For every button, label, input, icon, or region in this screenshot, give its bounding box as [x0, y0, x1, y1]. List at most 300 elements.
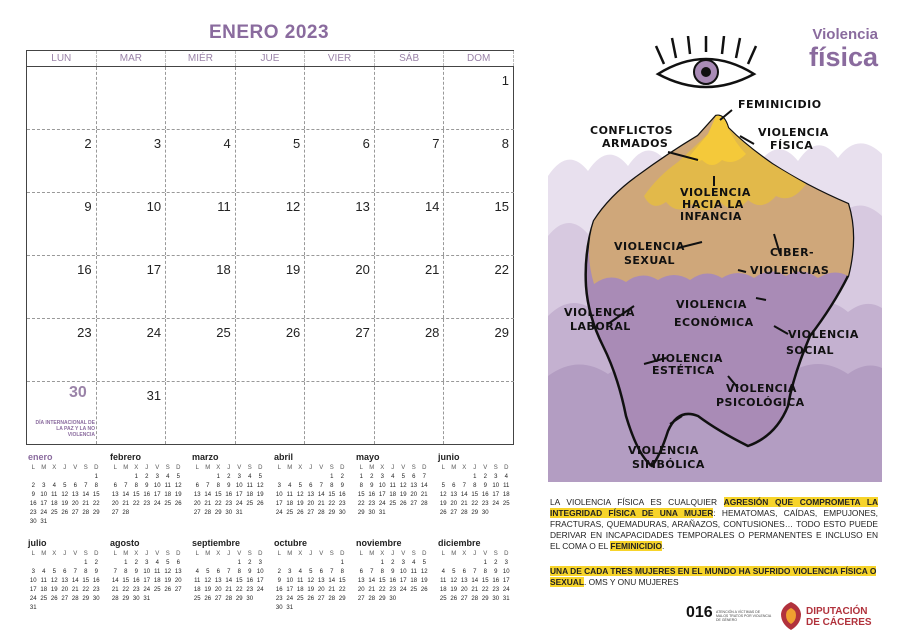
- mini-header-cell: X: [298, 551, 303, 557]
- mini-day: 3: [288, 569, 292, 575]
- mini-day: [327, 559, 338, 568]
- mini-day: 7: [330, 569, 334, 575]
- mini-day: 23: [481, 501, 489, 507]
- mini-week-row: [438, 559, 514, 568]
- mini-week-row: [356, 568, 432, 577]
- mini-day: [409, 509, 420, 518]
- mini-header-cell: M: [205, 551, 211, 557]
- mini-day: 4: [298, 569, 302, 575]
- day-cell[interactable]: [305, 67, 375, 129]
- mini-day: 30: [225, 510, 233, 516]
- mini-day: 8: [359, 483, 363, 489]
- day-cell[interactable]: [27, 67, 97, 129]
- mini-day: 4: [52, 483, 56, 489]
- mini-day: 3: [155, 474, 159, 480]
- mini-day: 23: [92, 587, 100, 593]
- mini-day: 1: [237, 560, 241, 566]
- day-cell[interactable]: [166, 256, 236, 318]
- mini-day: 22: [214, 501, 222, 507]
- side-title-line2: física: [808, 42, 878, 72]
- mini-day: 4: [391, 474, 395, 480]
- mini-day: 2: [277, 569, 281, 575]
- mini-week-row: [192, 595, 268, 604]
- mini-day: 24: [378, 501, 386, 507]
- day-cell[interactable]: [375, 319, 445, 381]
- mini-week-row: [110, 568, 186, 577]
- mini-day: 19: [50, 587, 58, 593]
- day-cell[interactable]: [97, 256, 167, 318]
- mini-day: 12: [307, 578, 315, 584]
- mini-day: 3: [504, 560, 508, 566]
- mini-day: 4: [504, 474, 508, 480]
- day-cell[interactable]: [236, 193, 306, 255]
- day-cell[interactable]: [27, 319, 97, 381]
- day-cell[interactable]: [236, 130, 306, 192]
- mini-day: 19: [307, 587, 315, 593]
- mini-day: [409, 595, 420, 604]
- mini-day: 2: [391, 560, 395, 566]
- mini-day: 5: [176, 474, 180, 480]
- mini-header-cell: S: [165, 551, 170, 557]
- day-number: 27: [355, 325, 370, 340]
- diputacion-text: [806, 606, 872, 628]
- mini-day: 30: [368, 510, 376, 516]
- mini-day: 11: [286, 492, 293, 498]
- mini-week-row: [110, 509, 186, 518]
- mini-day: 4: [288, 483, 292, 489]
- day-cell[interactable]: [444, 193, 514, 255]
- mini-header-row: [274, 550, 350, 559]
- mini-header-cell: S: [247, 465, 252, 471]
- day-number: 22: [494, 262, 509, 277]
- day-cell[interactable]: [375, 130, 445, 192]
- mini-header-cell: J: [309, 551, 313, 557]
- mini-day: 15: [378, 578, 386, 584]
- day-cell[interactable]: [305, 382, 375, 444]
- mini-week-row: [274, 595, 350, 604]
- mini-day: 7: [73, 569, 77, 575]
- mini-day: 20: [193, 501, 201, 507]
- mini-week-row: [438, 509, 514, 518]
- mini-month: [192, 538, 268, 604]
- mini-day: 3: [42, 483, 46, 489]
- day-cell[interactable]: [305, 256, 375, 318]
- mini-day: 14: [460, 492, 468, 498]
- mini-day: 17: [256, 578, 264, 584]
- day-cell[interactable]: [375, 256, 445, 318]
- mini-week-row: [274, 500, 350, 509]
- mini-day: 17: [286, 587, 294, 593]
- mini-day: 17: [378, 492, 386, 498]
- info-p2: : HEMATOMAS, CAÍDAS, EMPUJONES, FRACTURAS, QUEMADURAS, ARAÑAZOS, CONTUSIONES… TODO ESTO PUEDE DERIVAR EN INCAPACIDADES TEMPORALES O PERMANENTES E INCLUSO EN EL COMA O EL: [550, 508, 878, 551]
- mini-day: 2: [134, 560, 138, 566]
- mini-week-row: [356, 509, 432, 518]
- day-cell[interactable]: [27, 130, 97, 192]
- mini-day: 31: [235, 510, 243, 516]
- mini-month: [110, 452, 186, 518]
- mini-header-cell: J: [63, 465, 67, 471]
- mini-day: 30: [338, 510, 346, 516]
- mini-day: 27: [460, 596, 468, 602]
- mini-day: [192, 473, 203, 482]
- mini-week-row: [28, 586, 104, 595]
- mini-day: 17: [492, 492, 500, 498]
- mini-day: 8: [134, 483, 138, 489]
- mini-day: 19: [204, 587, 212, 593]
- mini-day: 15: [357, 492, 365, 498]
- mini-day: 11: [40, 578, 47, 584]
- mini-month: [356, 452, 432, 518]
- info-p1: LA VIOLENCIA FÍSICA ES CUALQUIER: [550, 497, 724, 507]
- mini-header-cell: L: [31, 551, 35, 557]
- mini-day: 23: [143, 501, 151, 507]
- mini-day: 6: [113, 483, 117, 489]
- mini-week-row: [192, 586, 268, 595]
- mini-day: 15: [214, 492, 222, 498]
- mini-day: 24: [502, 587, 510, 593]
- mini-day: 29: [338, 596, 346, 602]
- mini-day: 25: [410, 587, 418, 593]
- mini-day: 8: [340, 569, 344, 575]
- mini-day: 25: [439, 596, 447, 602]
- mini-header-cell: J: [227, 551, 231, 557]
- mini-header-row: [356, 550, 432, 559]
- mini-week-row: [28, 473, 104, 482]
- mini-week-row: [274, 586, 350, 595]
- mini-day: 6: [462, 569, 466, 575]
- mini-day: 18: [502, 492, 510, 498]
- mini-day: [459, 559, 470, 568]
- mini-day: 28: [82, 510, 90, 516]
- day-cell[interactable]: [236, 319, 306, 381]
- mini-week-row: [28, 559, 104, 568]
- day-cell[interactable]: [97, 130, 167, 192]
- mini-week-row: [356, 577, 432, 586]
- mini-header-cell: S: [247, 551, 252, 557]
- mini-day: 26: [174, 501, 182, 507]
- day-header: MIÉR: [166, 51, 236, 66]
- mini-day: 3: [401, 560, 405, 566]
- mini-day: 27: [193, 510, 201, 516]
- mini-day: 21: [317, 501, 325, 507]
- day-number: 11: [217, 199, 231, 214]
- mini-day: 1: [216, 474, 220, 480]
- mini-day: 11: [440, 578, 447, 584]
- mini-day: 26: [450, 596, 458, 602]
- mini-day: 8: [330, 483, 334, 489]
- mini-day: 22: [338, 587, 346, 593]
- mini-day: 20: [357, 587, 365, 593]
- mini-day: 7: [227, 569, 231, 575]
- mini-header-cell: M: [287, 551, 293, 557]
- mini-day: 29: [235, 596, 243, 602]
- mini-header-cell: X: [380, 551, 385, 557]
- mini-day: [337, 604, 348, 613]
- mini-header-cell: D: [340, 551, 345, 557]
- mini-day: 2: [340, 474, 344, 480]
- mini-day: 15: [471, 492, 479, 498]
- mini-week-row: [356, 473, 432, 482]
- mini-header-cell: V: [401, 551, 406, 557]
- iceberg-illustration: [548, 36, 882, 482]
- day-cell[interactable]: [444, 382, 514, 444]
- mini-header-cell: D: [504, 465, 509, 471]
- week-row: [27, 319, 514, 382]
- mini-day: 15: [338, 578, 346, 584]
- mini-day: 26: [256, 501, 264, 507]
- mini-day: 17: [40, 501, 48, 507]
- mini-day: 12: [439, 492, 447, 498]
- mini-day: 21: [460, 501, 468, 507]
- label-laboral-2: LABORAL: [570, 320, 631, 333]
- mini-day: 2: [31, 483, 35, 489]
- mini-month: [356, 538, 432, 604]
- mini-day: 25: [153, 587, 161, 593]
- mini-day: 26: [399, 501, 407, 507]
- mini-day: 25: [193, 596, 201, 602]
- mini-day: 5: [298, 483, 302, 489]
- mini-day: 13: [193, 492, 201, 498]
- mini-header-cell: X: [298, 465, 303, 471]
- week-row: [27, 256, 514, 319]
- mini-day: 26: [420, 587, 428, 593]
- day-cell[interactable]: [27, 193, 97, 255]
- day-cell[interactable]: [97, 382, 167, 444]
- mini-day: 27: [357, 596, 365, 602]
- day-cell[interactable]: [166, 193, 236, 255]
- mini-day: 24: [235, 501, 243, 507]
- mini-day: [491, 509, 502, 518]
- mini-day: [274, 473, 285, 482]
- day-cell[interactable]: [305, 193, 375, 255]
- mini-day: 1: [473, 474, 477, 480]
- day-cell[interactable]: [97, 319, 167, 381]
- mini-day: 20: [317, 587, 325, 593]
- mini-day: [81, 473, 92, 482]
- mini-header-cell: X: [216, 465, 221, 471]
- mini-day: 5: [258, 474, 262, 480]
- mini-header-cell: V: [483, 465, 488, 471]
- day-cell[interactable]: [444, 319, 514, 381]
- mini-day: 22: [122, 587, 130, 593]
- diputacion-line2: DE CÁCERES: [806, 617, 872, 628]
- mini-day: 15: [235, 578, 243, 584]
- mini-month-name: junio: [438, 452, 460, 462]
- day-cell[interactable]: [444, 130, 514, 192]
- mini-day: 3: [145, 560, 149, 566]
- mini-day: [49, 604, 60, 613]
- mini-day: 20: [214, 587, 222, 593]
- mini-day: 7: [370, 569, 374, 575]
- mini-week-row: [274, 577, 350, 586]
- mini-header-row: [110, 550, 186, 559]
- day-cell[interactable]: [166, 319, 236, 381]
- mini-day: [316, 559, 327, 568]
- mini-header-cell: M: [287, 465, 293, 471]
- day-cell[interactable]: [236, 67, 306, 129]
- info-p3: .: [662, 541, 665, 551]
- day-cell[interactable]: [375, 382, 445, 444]
- mini-week-row: [110, 559, 186, 568]
- day-cell[interactable]: [305, 130, 375, 192]
- mini-day: 29: [328, 510, 336, 516]
- mini-header-cell: J: [63, 551, 67, 557]
- day-header: MAR: [97, 51, 167, 66]
- mini-day: [356, 559, 367, 568]
- mini-day: 10: [502, 569, 510, 575]
- mini-day: [255, 595, 266, 604]
- day-cell[interactable]: [236, 256, 306, 318]
- day-cell[interactable]: [166, 382, 236, 444]
- day-cell[interactable]: [97, 193, 167, 255]
- mini-day: 3: [258, 560, 262, 566]
- mini-header-row: [356, 464, 432, 473]
- day-header: LUN: [27, 51, 97, 66]
- mini-header-cell: S: [411, 465, 416, 471]
- mini-day: 24: [29, 596, 37, 602]
- mini-week-row: [110, 473, 186, 482]
- mini-header-cell: L: [441, 465, 445, 471]
- mini-day: 18: [246, 492, 254, 498]
- mini-header-cell: V: [401, 465, 406, 471]
- mini-day: 5: [63, 483, 67, 489]
- mini-day: 6: [216, 569, 220, 575]
- mini-day: 13: [111, 492, 119, 498]
- mini-day: 28: [420, 501, 428, 507]
- mini-day: 15: [82, 578, 90, 584]
- mini-day: [49, 518, 60, 527]
- mini-day: 13: [71, 492, 79, 498]
- week-row: [27, 67, 514, 130]
- mini-day: 25: [40, 596, 48, 602]
- mini-day: 14: [225, 578, 233, 584]
- mini-day: [70, 473, 81, 482]
- day-number: 1: [501, 73, 509, 88]
- label-sexual-1: VIOLENCIA: [614, 240, 685, 253]
- mini-day: 14: [368, 578, 376, 584]
- day-cell[interactable]: [236, 382, 306, 444]
- mini-header-cell: X: [134, 551, 139, 557]
- mini-day: 4: [42, 569, 46, 575]
- day-cell[interactable]: [375, 193, 445, 255]
- mini-header-cell: D: [258, 465, 263, 471]
- mini-day: [459, 473, 470, 482]
- day-cell[interactable]: [166, 130, 236, 192]
- mini-day: 31: [143, 596, 151, 602]
- mini-week-row: [274, 491, 350, 500]
- day-cell[interactable]: [166, 67, 236, 129]
- mini-day: 6: [452, 483, 456, 489]
- mini-header-cell: J: [145, 551, 149, 557]
- day-cell[interactable]: [444, 256, 514, 318]
- mini-day: 10: [40, 492, 48, 498]
- label-simbolica-2: SIMBÓLICA: [632, 458, 705, 471]
- mini-day: 22: [378, 587, 386, 593]
- mini-day: 11: [389, 483, 396, 489]
- mini-day: 11: [51, 492, 58, 498]
- mini-day: 3: [277, 483, 281, 489]
- mini-header-cell: L: [113, 465, 117, 471]
- mini-day: 29: [122, 596, 130, 602]
- day-cell[interactable]: [375, 67, 445, 129]
- mini-day: 23: [368, 501, 376, 507]
- mini-week-row: [192, 482, 268, 491]
- mini-day: 23: [338, 501, 346, 507]
- mini-day: 10: [492, 483, 500, 489]
- mini-day: [110, 473, 121, 482]
- mini-header-cell: M: [369, 465, 375, 471]
- mini-day: 29: [82, 596, 90, 602]
- mini-day: 16: [368, 492, 376, 498]
- mini-day: [60, 518, 71, 527]
- mini-day: 19: [420, 578, 428, 584]
- mini-day: 18: [193, 587, 201, 593]
- mini-week-row: [192, 568, 268, 577]
- mini-header-cell: L: [359, 551, 363, 557]
- mini-day: [438, 559, 449, 568]
- day-number: 17: [146, 262, 162, 277]
- mini-day: 12: [174, 483, 182, 489]
- mini-day: 6: [176, 560, 180, 566]
- mini-day: 26: [61, 510, 69, 516]
- mini-day: 9: [277, 578, 281, 584]
- mini-day: 22: [235, 587, 243, 593]
- mini-day: 25: [286, 510, 294, 516]
- mini-month-name: febrero: [110, 452, 142, 462]
- day-cell[interactable]: [27, 256, 97, 318]
- mini-day: 6: [195, 483, 199, 489]
- day-number: 9: [84, 199, 92, 214]
- mini-day: 27: [71, 510, 79, 516]
- mini-day: 18: [296, 587, 304, 593]
- label-sexual-2: SEXUAL: [624, 254, 676, 267]
- mini-day: 29: [357, 510, 365, 516]
- mini-day: 20: [174, 578, 182, 584]
- day-cell[interactable]: [305, 319, 375, 381]
- mini-week-row: [356, 491, 432, 500]
- mini-week-row: [356, 586, 432, 595]
- mini-header-cell: L: [277, 551, 281, 557]
- mini-day: 24: [286, 596, 294, 602]
- mini-day: 10: [29, 578, 37, 584]
- mini-day: 14: [420, 483, 428, 489]
- mini-header-row: [110, 464, 186, 473]
- mini-day: 8: [483, 569, 487, 575]
- mini-day: 18: [50, 501, 58, 507]
- day-number: 20: [355, 262, 370, 277]
- mini-day: [224, 559, 235, 568]
- mini-header-cell: X: [462, 551, 467, 557]
- day-cell[interactable]: [97, 67, 167, 129]
- mini-day: 10: [275, 492, 283, 498]
- day-cell[interactable]: [444, 67, 514, 129]
- mini-day: 12: [61, 492, 69, 498]
- mini-day: 12: [420, 569, 428, 575]
- mini-header-cell: S: [165, 465, 170, 471]
- mini-day: 29: [378, 596, 386, 602]
- day-cell[interactable]: [27, 382, 97, 444]
- mini-week-row: [110, 577, 186, 586]
- mini-day: 19: [439, 501, 447, 507]
- mini-day: 27: [450, 510, 458, 516]
- mini-header-cell: L: [277, 465, 281, 471]
- mini-day: [203, 473, 214, 482]
- mini-header-cell: V: [155, 551, 160, 557]
- mini-day: 6: [319, 569, 323, 575]
- mini-day: 5: [166, 560, 170, 566]
- mini-header-cell: J: [473, 551, 477, 557]
- mini-month-name: enero: [28, 452, 53, 462]
